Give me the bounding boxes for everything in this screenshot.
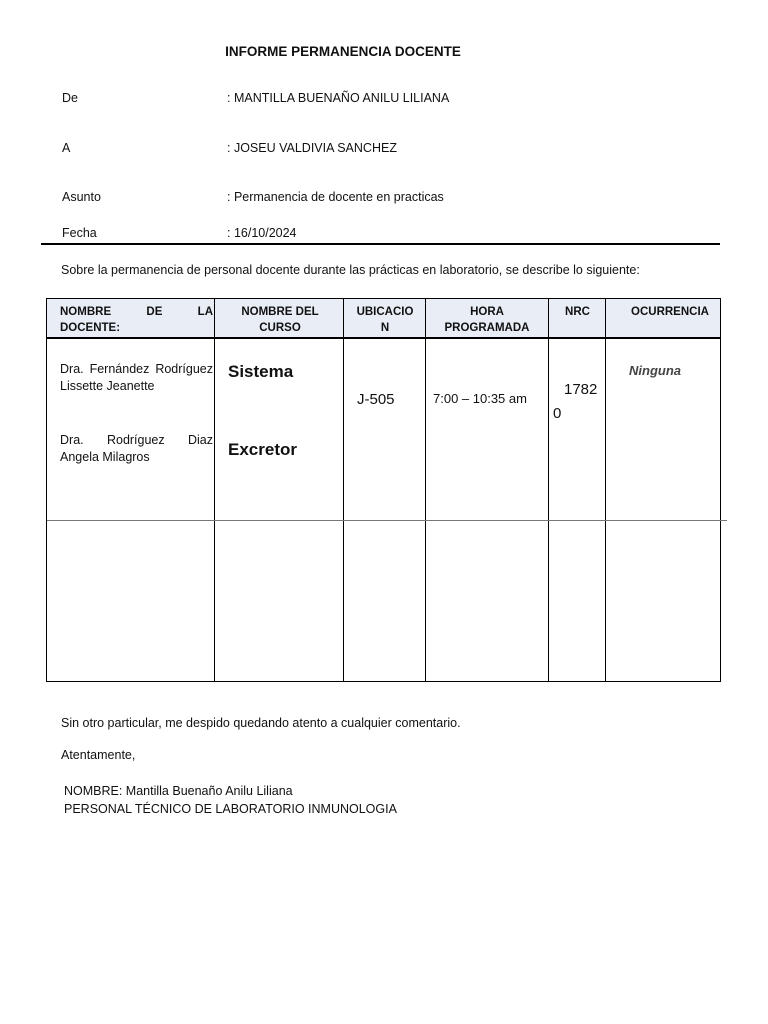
header-docente-line1: NOMBRE DE LA: [60, 306, 213, 318]
nrc-line1: 1782: [564, 381, 598, 398]
header-ubicacion-line2: N: [380, 322, 390, 334]
docente-1-line1: Dra. Fernández Rodríguez: [60, 362, 213, 376]
header-curso: [219, 304, 341, 336]
field-a-value: : JOSEU VALDIVIA SANCHEZ: [227, 141, 397, 155]
header-nrc: NRC: [565, 306, 590, 318]
field-fecha-label: Fecha: [62, 226, 97, 240]
field-de-value: : MANTILLA BUENAÑO ANILU LILIANA: [227, 91, 450, 105]
hora-value: 7:00 – 10:35 am: [433, 391, 527, 406]
ubicacion-value: J-505: [357, 391, 395, 408]
header-divider: [41, 243, 720, 245]
nrc-line2: 0: [553, 405, 562, 422]
document-title: INFORME PERMANENCIA DOCENTE: [225, 44, 461, 59]
signature-role: PERSONAL TÉCNICO DE LABORATORIO INMUNOLOGIA: [64, 802, 397, 816]
header-curso-line2: CURSO: [259, 322, 301, 334]
header-hora-line2: PROGRAMADA: [444, 322, 530, 334]
field-asunto-value: : Permanencia de docente en practicas: [227, 190, 444, 204]
permanencia-table: [46, 298, 721, 682]
column-divider: [214, 299, 215, 681]
field-a-label: A: [62, 141, 71, 155]
column-divider: [343, 299, 344, 681]
signature-name: NOMBRE: Mantilla Buenaño Anilu Liliana: [64, 784, 293, 798]
header-ubicacion-line1: UBICACIO: [356, 306, 414, 318]
header-ocurrencia: OCURRENCIA: [631, 306, 709, 318]
curso-line1: Sistema: [228, 362, 294, 381]
curso-line2: Excretor: [228, 440, 297, 459]
header-ubicacion: [345, 304, 425, 336]
column-divider: [425, 299, 426, 681]
docente-1: [60, 361, 213, 395]
closing-text: Sin otro particular, me despido quedando atento a cualquier comentario.: [61, 716, 461, 730]
column-divider: [548, 299, 549, 681]
field-fecha-value: : 16/10/2024: [227, 226, 297, 240]
docente-2-line2: Angela Milagros: [60, 450, 150, 464]
salutation-text: Atentamente,: [61, 748, 136, 762]
column-divider: [605, 299, 606, 681]
header-curso-line1: NOMBRE DEL: [241, 306, 319, 318]
header-hora: [427, 304, 547, 336]
field-de-label: De: [62, 91, 78, 105]
header-hora-line1: HORA: [470, 306, 504, 318]
row-divider: [47, 520, 727, 521]
field-asunto-label: Asunto: [62, 190, 101, 204]
intro-text: Sobre la permanencia de personal docente durante las prácticas en laboratorio, se describe lo siguiente:: [61, 263, 640, 277]
docente-2: [60, 432, 213, 466]
header-docente-line2: DOCENTE:: [60, 322, 121, 334]
docente-2-line1: Dra. Rodríguez Diaz: [60, 433, 213, 447]
docente-1-line2: Lissette Jeanette: [60, 379, 155, 393]
header-docente: [60, 304, 213, 336]
ocurrencia-value: Ninguna: [629, 363, 681, 378]
